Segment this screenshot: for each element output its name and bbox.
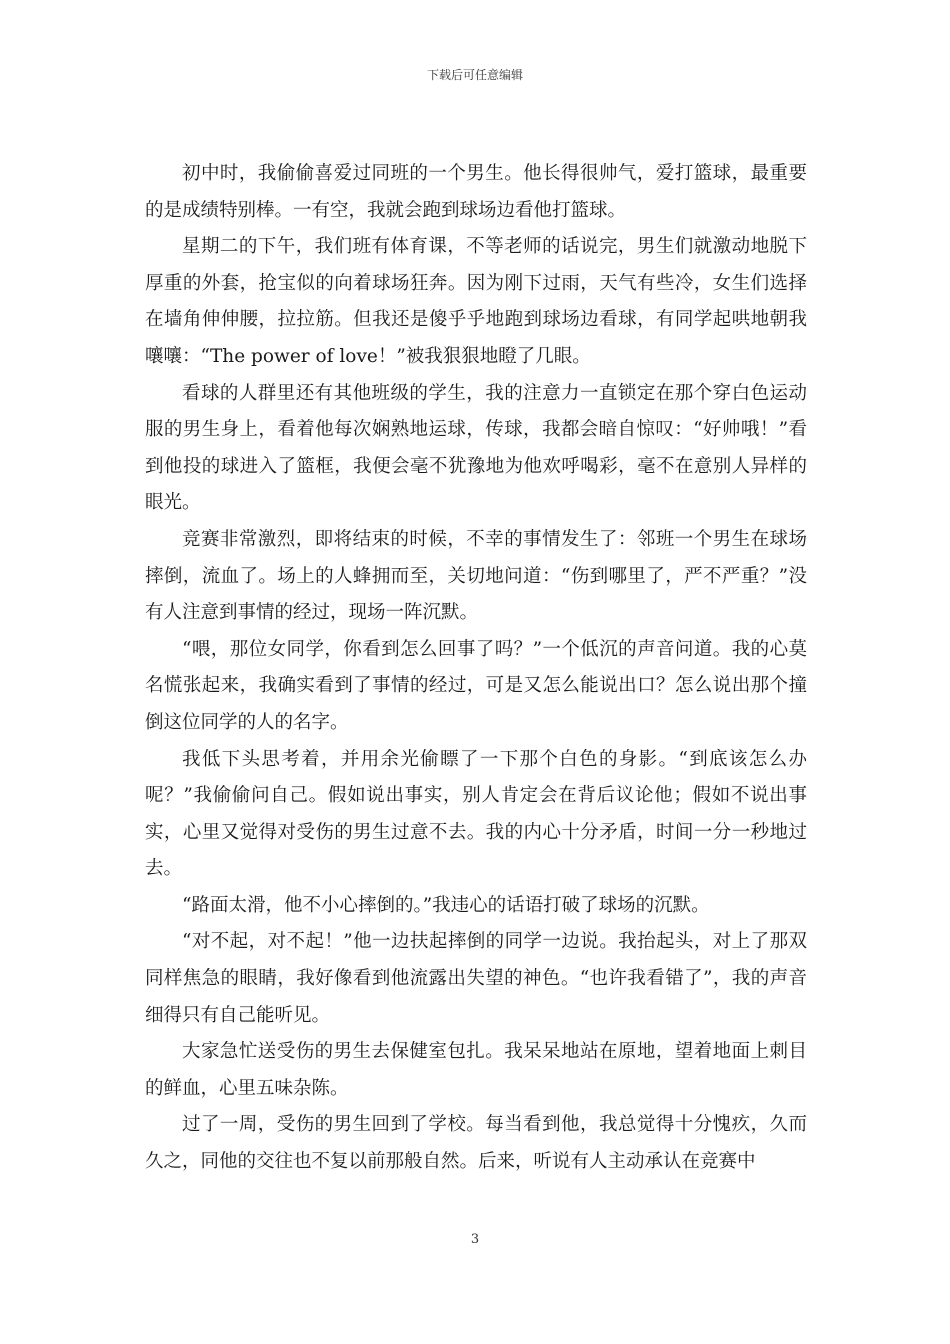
paragraph-4: 竞赛非常激烈，即将结束的时候，不幸的事情发生了：邻班一个男生在球场摔倒，流血了。场上的人蜂拥而至，关切地问道：“伤到哪里了，严不严重？”没有人注意到事情的经过，现场一阵沉默。 bbox=[145, 528, 807, 624]
paragraph-3: 看球的人群里还有其他班级的学生，我的注意力一直锁定在那个穿白色运动服的男生身上，看着他每次娴熟地运球，传球，我都会暗自惊叹：“好帅哦！”看到他投的球进入了篮框，我便会毫不犹豫地为他欢呼喝彩，毫不在意别人异样的眼光。 bbox=[145, 382, 807, 514]
paragraph-8: “对不起，对不起！”他一边扶起摔倒的同学一边说。我抬起头，对上了那双同样焦急的眼睛，我好像看到他流露出失望的神色。“也许我看错了”，我的声音细得只有自己能听见。 bbox=[145, 931, 807, 1026]
page-number: 3 bbox=[470, 1232, 480, 1247]
paragraph-9: 大家急忙送受伤的男生去保健室包扎。我呆呆地站在原地，望着地面上刺目的鲜血，心里五味杂陈。 bbox=[145, 1041, 807, 1099]
paragraph-6: 我低下头思考着，并用余光偷瞟了一下那个白色的身影。“到底该怎么办呢？”我偷偷问自己。假如说出事实，别人肯定会在背后议论他；假如不说出事实，心里又觉得对受伤的男生过意不去。我的内心十分矛盾，时间一分一秒地过去。 bbox=[145, 748, 807, 880]
paragraph-5: “喂，那位女同学，你看到怎么回事了吗？”一个低沉的声音问道。我的心莫名慌张起来，我确实看到了事情的经过，可是又怎么能说出口？怎么说出那个撞倒这位同学的人的名字。 bbox=[145, 638, 807, 733]
paragraph-10: 过了一周，受伤的男生回到了学校。每当看到他，我总觉得十分愧疚，久而久之，同他的交往也不复以前那般自然。后来，听说有人主动承认在竞赛中 bbox=[145, 1114, 807, 1173]
paragraph-2: 星期二的下午，我们班有体育课，不等老师的话说完，男生们就激动地脱下厚重的外套，抢宝似的向着球场狂奔。因为刚下过雨，天气有些冷，女生们选择在墙角伸伸腰，拉拉筋。但我还是傻乎乎地跑到球场边看球，有同学起哄地朝我嚷嚷：“The power of love！”被我狠狠地瞪了几眼。 bbox=[145, 236, 807, 367]
paragraph-1: 初中时，我偷偷喜爱过同班的一个男生。他长得很帅气，爱打篮球，最重要的是成绩特别棒。一有空，我就会跑到球场边看他打篮球。 bbox=[145, 163, 807, 221]
paragraph-7: “路面太滑，他不小心摔倒的。”我违心的话语打破了球场的沉默。 bbox=[182, 894, 710, 916]
page-header: 下载后可任意编辑 bbox=[426, 68, 523, 82]
document-body bbox=[145, 156, 807, 1181]
